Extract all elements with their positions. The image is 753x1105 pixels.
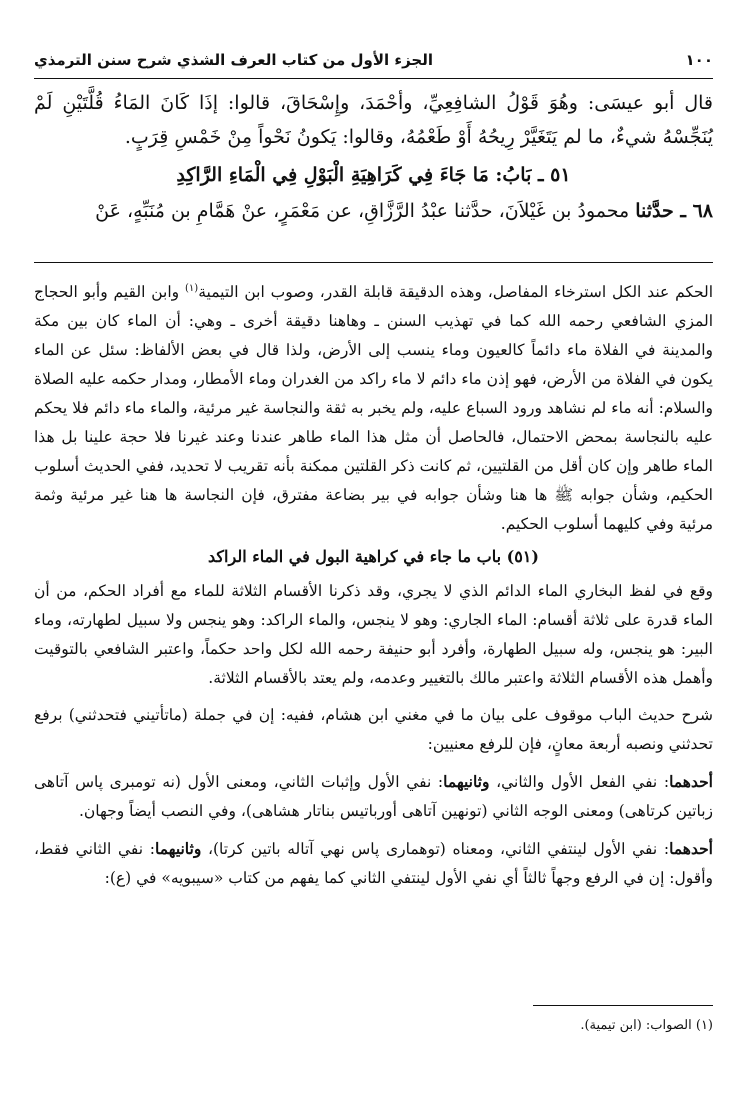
commentary-text: وابن القيم وأبو الحجاج المزي الشافعي رحمه الله كما في تهذيب السنن ـ وهاهنا دقيقة أخرى ـ وهي: أن الماء كان بين مكة والمدينة في الفلاة ماء دائماً كالعيون وماء ينسب إلى الأرض، ولذا قال في بعض الألفاظ: سئل عن الماء يكون في الفلاة من الأرض، فهو إذن ماء دائم لا ماء راكد من الغدران وماء الأمطار، ومدار حكمه عليه الصلاة والسلام: أنه ماء لم نشاهد ورود السباع عليه، ولم يخبر به ثقة والنجاسة غير مرئية، والماء ماء دائم فلا يحكم عليه بالنجاسة بمحض الاحتمال، فالحاصل أن مثل هذا الماء طاهر عندنا وعند غيرنا فلا حجة علينا بل هذا الماء طاهر وإن كان أقل من القلتيين، ثم كانت ذكر القلتين ممكنة بأنه تقريب لا تحديد، ففي الحديث أسلوب الحكيم، وشأن جوابه ﷺ ها هنا وشأن جوابه في بير بضاعة مفترق، فإن النجاسة ها هنا غير مرئية وثمة مرئية وفي كليهما أسلوب الحكيم. (34, 283, 713, 534)
bold-lead: وثانيهما (154, 839, 202, 859)
commentary-paragraph (34, 767, 713, 826)
main-divider (34, 262, 713, 263)
commentary-paragraph: شرح حديث الباب موقوف على بيان ما في مغني ابن هشام، ففيه: إن في جملة (ماتأتيني فتحدثني) برفع تحدثني ونصبه أربعة معانٍ، فإن للرفع معنيين: (34, 706, 713, 754)
footnote: (١) الصواب: (ابن تيمية). (580, 1018, 713, 1033)
commentary-paragraph (34, 274, 713, 539)
footnote-divider (533, 1005, 713, 1006)
bold-lead: وثانيهما (443, 772, 490, 792)
commentary-paragraph (34, 834, 713, 893)
hadith-number: ٦٨ ـ حدَّثنا (635, 200, 713, 222)
hadith-chain: محمودُ بن غَيْلاَنَ، حدَّثنا عبْدُ الرَّزَّاقِ، عن مَعْمَرٍ، عنْ هَمَّامِ بن مُنَبِّهٍ، عَنْ (95, 200, 630, 222)
commentary-text: الحكم عند الكل استرخاء المفاصل، وهذه الدقيقة قابلة القدر، وصوب ابن التيمية (198, 283, 714, 302)
running-title: الجزء الأول من كتاب العرف الشذي شرح سنن الترمذي (34, 51, 433, 69)
book-page (34, 0, 713, 1105)
commentary-section (34, 274, 713, 893)
matn-section (34, 86, 713, 228)
commentary-chapter-title: (٥١) باب ما جاء في كراهية البول في الماء الراكد (208, 547, 539, 567)
matn-chapter-title: ٥١ ـ بَابُ: مَا جَاءَ فِي كَرَاهِيَةِ الْبَوْلِ فِي الْمَاءِ الرَّاكِدِ (176, 164, 571, 186)
bold-lead: أحدهما (669, 839, 713, 859)
commentary-text: : نفي الفعل الأول والثاني، (489, 773, 670, 792)
header-divider (34, 78, 713, 79)
commentary-paragraph: وقع في لفظ البخاري الماء الدائم الذي لا يجري، وقد ذكرنا الأقسام الثلاثة للماء مع أفراد الحكم، من أن الماء قدرة على ثلاثة أقسام: الماء الجاري: وهو لا ينجس، والماء الراكد: وهو ينجس ولا سبيل لطهارته، وماء البير: هو ينجس، وله سبيل الطهارة، وأفرد أبو حنيفة رحمه الله لكل واحد حكماً، واعتبر الشافعي بالتوقيت وأهمل هذه الأقسام الثلاثة واعتبر مالك بالتغيير وعدمه، ولم يعتد بالأقسام الثلاثة. (34, 582, 713, 688)
page-number: ١٠٠ (685, 51, 713, 69)
commentary-text: : نفي الثاني فقط، وأقول: إن في الرفع وجهاً ثالثاً أي نفي الأول لينتفي الثاني كما يفهم من كتاب «سيبويه» في (ع): (34, 840, 713, 888)
commentary-text: : نفي الأول وإثبات الثاني، ومعنى الأول (نه تومبرى پاس آتاهى زباتين كرتاهى) ومعنى الوجه الثاني (تونهين آتاهى أورباتيس بناتار هشاهى)، وفي النصب أيضاً وجهان. (34, 773, 713, 821)
commentary-text: : نفي الأول لينتفي الثاني، ومعناه (توهمارى پاس نهي آتاله باتين كرتا)، (201, 840, 670, 859)
matn-paragraph: قال أبو عيسَى: وهُوَ قَوْلُ الشافِعِيِّ، وأحْمَدَ، وإِسْحَاقَ، قالوا: إذَا كَانَ المَاءُ قُلَّتَيْنِ لَمْ يُنَجِّسْهُ شيءٌ، ما لم يَتَغَيَّرْ رِيحُهُ أَوْ طَعْمُهُ، وقالوا: يَكونُ نَحْواً مِنْ خَمْسِ قِرَبٍ. (34, 92, 713, 148)
running-header (34, 46, 713, 74)
hadith-paragraph (34, 194, 713, 228)
footnote-reference: (١) (185, 283, 199, 294)
bold-lead: أحدهما (669, 772, 713, 792)
